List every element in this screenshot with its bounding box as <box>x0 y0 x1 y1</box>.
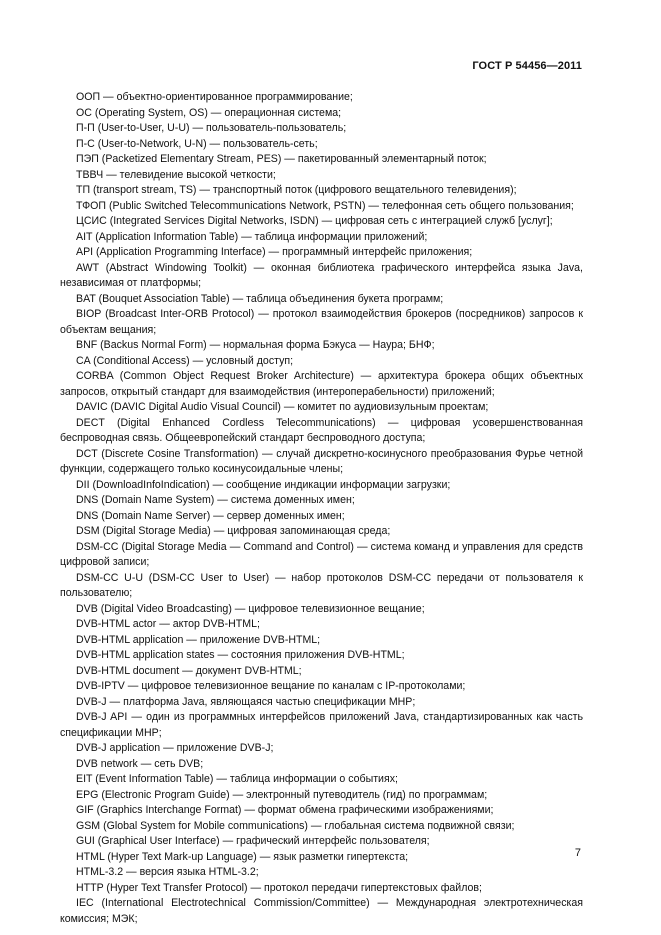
abbreviation-entry: AIT (Application Information Table) — таблица информации приложений; <box>76 230 428 243</box>
abbreviation-entry: DVB-J API — один из программных интерфейсов приложений Java, стандартизированных как часть спецификации MHP; <box>60 711 583 739</box>
abbreviation-entry: DCT (Discrete Cosine Transformation) — случай дискретно-косинусного преобразования Фурье четной функции, содержащего только косинусоидальные члены; <box>60 447 583 475</box>
abbreviation-entry: DVB-IPTV — цифровое телевизионное вещание по каналам с IP-протоколами; <box>76 680 466 692</box>
abbreviation-entry: EIT (Event Information Table) — таблица информации о событиях; <box>76 773 398 785</box>
abbreviation-entry: CA (Conditional Access) — условный доступ; <box>76 354 294 367</box>
abbreviation-entry: IEC (International Electrotechnical Commission/Committee) — Международная электротехническая комиссия; МЭК; <box>60 897 583 925</box>
abbreviation-entry: ПЭП (Packetized Elementary Stream, PES) — пакетированный элементарный поток; <box>76 153 487 165</box>
abbreviation-entry: DNS (Domain Name System) — система доменных имен; <box>76 494 355 506</box>
abbreviation-entry: GUI (Graphical User Interface) — графический интерфейс пользователя; <box>76 835 430 847</box>
abbreviation-entry: DVB-HTML application — приложение DVB-HTML; <box>76 633 321 646</box>
abbreviation-entry: DAVIC (DAVIC Digital Audio Visual Council) — комитет по аудиовизульным проектам; <box>76 401 489 413</box>
abbreviation-entry: П-С (User-to-Network, U-N) — пользователь-сеть; <box>76 137 318 150</box>
abbreviation-entry: ТП (transport stream, TS) — транспортный поток (цифрового вещательного телевидения); <box>76 184 517 196</box>
document-standard-header: ГОСТ Р 54456—2011 <box>472 60 582 72</box>
abbreviation-entry: DSM (Digital Storage Media) — цифровая запоминающая среда; <box>76 525 391 537</box>
abbreviation-entry: DVB (Digital Video Broadcasting) — цифровое телевизионное вещание; <box>76 602 425 615</box>
abbreviation-entry: HTTP (Hyper Text Transfer Protocol) — протокол передачи гипертекстовых файлов; <box>76 881 482 894</box>
abbreviation-entry: BAT (Bouquet Association Table) — таблица объединения букета программ; <box>76 292 444 305</box>
abbreviation-entry: BIOP (Broadcast Inter-ORB Protocol) — протокол взаимодействия брокеров (посредников) запросов к объектам вещания; <box>60 308 583 336</box>
abbreviation-entry: ТФОП (Public Switched Telecommunications Network, PSTN) — телефонная сеть общего пользования; <box>76 199 574 212</box>
abbreviation-entry: DECT (Digital Enhanced Cordless Telecommunications) — цифровая усовершенствованная беспроводная связь. Общеевропейский стандарт беспроводного доступа; <box>60 416 583 444</box>
abbreviation-entry: DNS (Domain Name Server) — сервер доменных имен; <box>76 509 345 522</box>
abbreviation-entry: BNF (Backus Normal Form) — нормальная форма Бэкуса — Наура; БНФ; <box>76 339 435 351</box>
abbreviations-list <box>60 90 583 927</box>
abbreviation-entry: ЦСИС (Integrated Services Digital Networks, ISDN) — цифровая сеть с интеграцией служб [услуг]; <box>76 215 553 227</box>
page-number: 7 <box>574 847 581 859</box>
abbreviation-entry: ООП — объектно-ориентированное программирование; <box>76 91 353 103</box>
abbreviation-entry: DVB-HTML application states — состояния приложения DVB-HTML; <box>76 649 405 661</box>
abbreviation-entry: DVB network — сеть DVB; <box>76 757 204 770</box>
abbreviation-entry: HTML-3.2 — версия языка HTML-3.2; <box>76 866 259 878</box>
abbreviation-entry: API (Application Programming Interface) — программный интерфейс приложения; <box>76 246 473 258</box>
abbreviation-entry: DSM-CC (Digital Storage Media — Command and Control) — система команд и управления для средств цифровой записи; <box>60 540 583 568</box>
abbreviation-entry: AWT (Abstract Windowing Toolkit) — оконная библиотека графического интерфейса языка Java, независимая от платформы; <box>60 261 583 289</box>
abbreviation-entry: DVB-HTML document — документ DVB-HTML; <box>76 664 302 677</box>
abbreviation-entry: GSM (Global System for Mobile communications) — глобальная система подвижной связи; <box>76 819 515 832</box>
abbreviation-entry: GIF (Graphics Interchange Format) — формат обмена графическими изображениями; <box>76 804 494 816</box>
abbreviation-entry: ОС (Operating System, OS) — операционная система; <box>76 106 342 119</box>
abbreviation-entry: ТВВЧ — телевидение высокой четкости; <box>76 168 276 181</box>
abbreviation-entry: HTML (Hyper Text Mark-up Language) — язык разметки гипертекста; <box>76 850 409 863</box>
abbreviation-entry: CORBA (Common Object Request Broker Architecture) — архитектура брокера общих объектных запросов, открытый стандарт для взаимодействия (интероперабельности) приложений; <box>60 370 583 398</box>
abbreviation-entry: EPG (Electronic Program Guide) — электронный путеводитель (гид) по программам; <box>76 788 488 801</box>
abbreviation-entry: DVB-J application — приложение DVB-J; <box>76 742 274 754</box>
abbreviation-entry: DSM-CC U-U (DSM-CC User to User) — набор протоколов DSM-CC передачи от пользователя к пользователю; <box>60 571 583 599</box>
abbreviation-entry: DII (DownloadInfoIndication) — сообщение индикации информации загрузки; <box>76 478 451 491</box>
abbreviation-entry: DVB-J — платформа Java, являющаяся частью спецификации MHP; <box>76 695 416 708</box>
abbreviation-entry: DVB-HTML actor — актор DVB-HTML; <box>76 618 260 630</box>
abbreviation-entry: П-П (User-to-User, U-U) — пользователь-пользователь; <box>76 122 347 134</box>
